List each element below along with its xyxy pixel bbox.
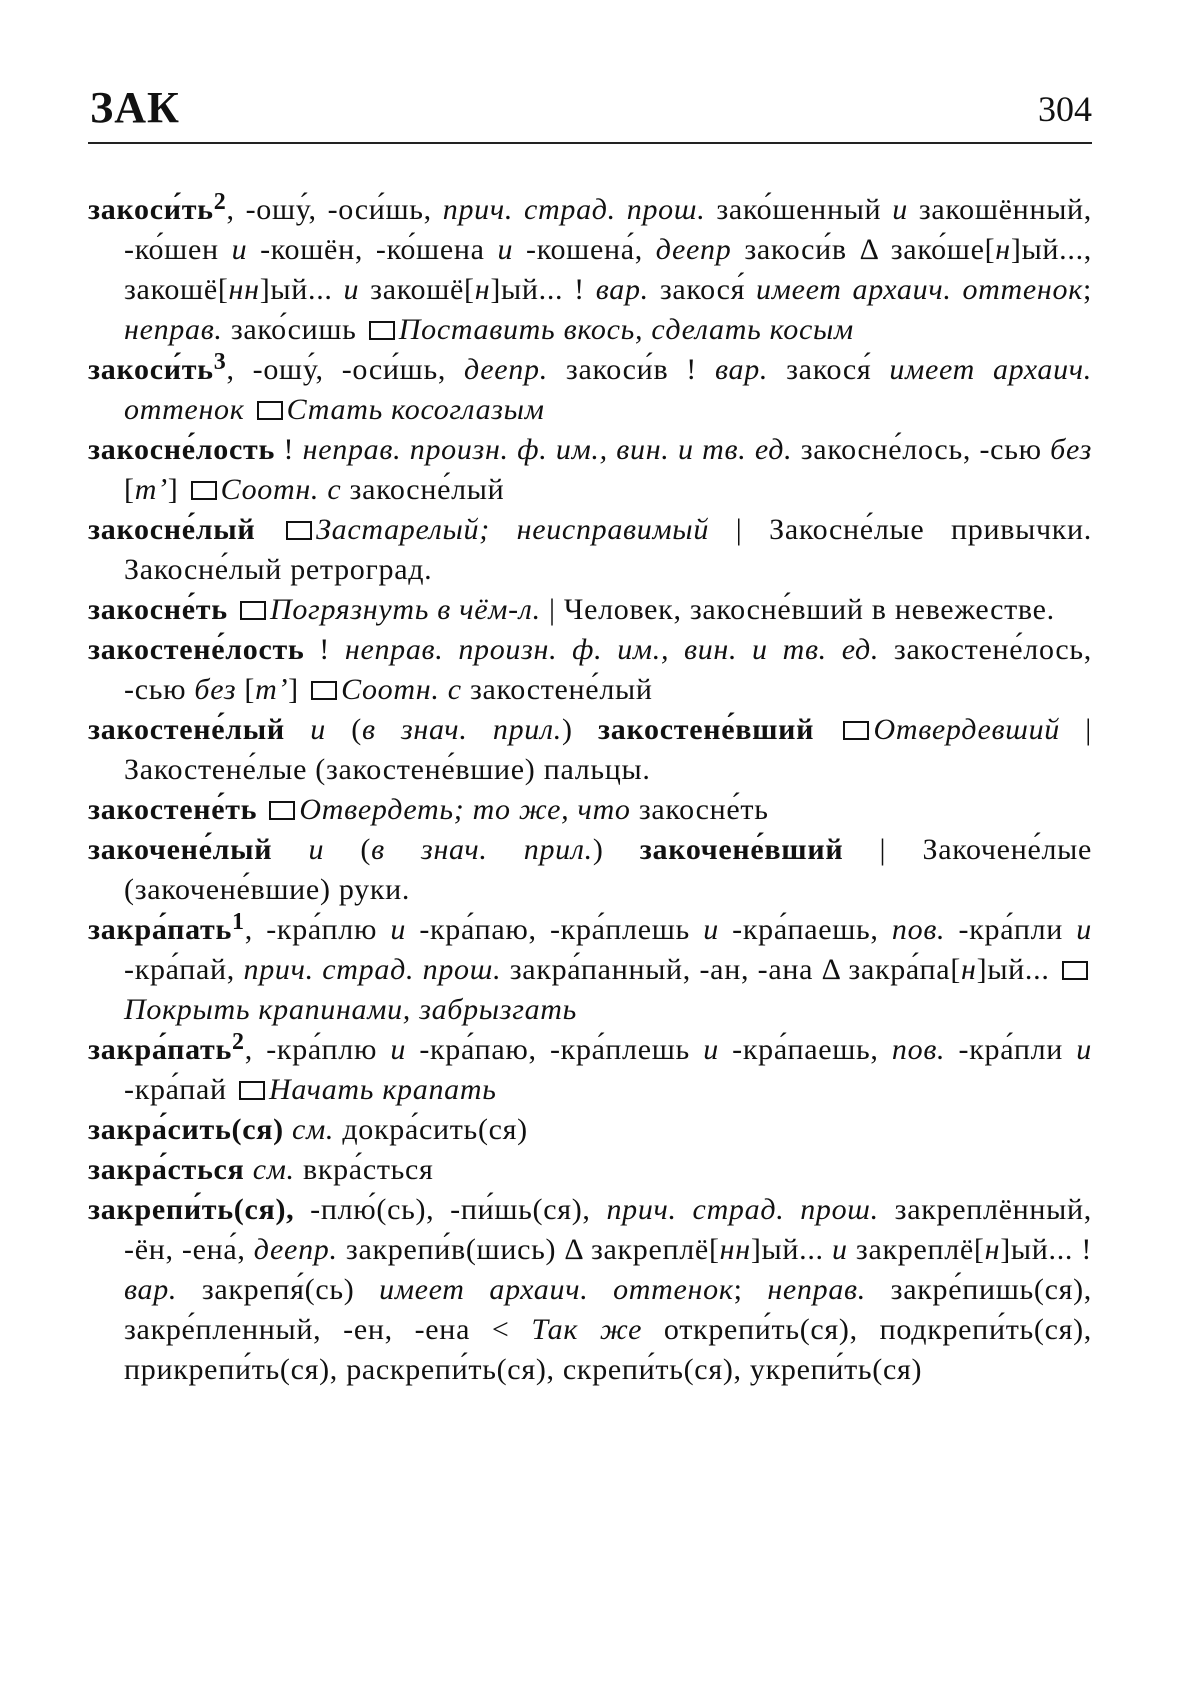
headword: закостене́лость xyxy=(88,633,305,666)
page-number: 304 xyxy=(1038,89,1092,129)
entry-text: -кра́пай, xyxy=(124,953,244,986)
entry-text: ]ый... xyxy=(976,953,1059,986)
italic-label: неправ. произн. ф. им., вин. и тв. ед. xyxy=(302,433,793,466)
italic-label: и xyxy=(343,273,360,306)
entry-text: ) xyxy=(592,833,640,866)
italic-label: в знач. прил. xyxy=(361,713,562,746)
entry-text: -кра́пай xyxy=(124,1073,236,1106)
headword: закра́пать xyxy=(88,1033,233,1066)
italic-label: и xyxy=(390,913,407,946)
entry-text: закося́ xyxy=(648,273,757,306)
italic-label: нн xyxy=(228,273,260,306)
italic-label: н xyxy=(995,233,1011,266)
homonym-index: 2 xyxy=(213,189,227,215)
italic-label: неправ. xyxy=(124,313,223,346)
italic-label: н xyxy=(961,953,977,986)
italic-label: деепр. xyxy=(253,1233,338,1266)
italic-label: н xyxy=(474,273,491,306)
definition-box-icon xyxy=(191,481,217,500)
headword: закра́сить(ся) xyxy=(88,1113,284,1146)
dictionary-entry xyxy=(88,1030,1092,1110)
italic-label: прич. страд. прош. xyxy=(243,953,502,986)
entry-text: вкра́сться xyxy=(294,1153,434,1186)
italic-label: см. xyxy=(244,1153,295,1186)
dictionary-entry xyxy=(88,190,1092,350)
italic-label: Отвердеть; то же, что xyxy=(299,793,631,826)
italic-label: и xyxy=(390,1033,407,1066)
entry-text: , -ошу́, -оси́шь, xyxy=(226,193,443,226)
italic-label: Поставить вкось, сделать косым xyxy=(398,313,854,346)
entry-text: закошённый, -ко́шен xyxy=(124,193,1093,266)
entry-text: закреплё[ xyxy=(847,1233,985,1266)
italic-label: и xyxy=(497,233,514,266)
page-header xyxy=(88,82,1092,144)
entry-text: закрепя́(сь) xyxy=(177,1273,380,1306)
italic-label: прич. страд. прош. xyxy=(442,193,706,226)
entry-text: ]ый... xyxy=(750,1233,832,1266)
entry-text: ) xyxy=(561,713,598,746)
entry-text: | Человек, закосне́вший в невежестве. xyxy=(540,593,1055,626)
entry-text: , -кра́плю xyxy=(244,1033,391,1066)
italic-label: и xyxy=(892,193,908,226)
italic-label: неправ. произн. ф. им., вин. и тв. ед. xyxy=(344,633,880,666)
italic-label: пов. xyxy=(891,913,946,946)
italic-label: и xyxy=(272,833,325,866)
italic-label: деепр. xyxy=(464,353,548,386)
entry-text: , -кра́плю xyxy=(244,913,391,946)
headword: закостене́ть xyxy=(88,793,258,826)
entry-text: -плю́(сь), -пи́шь(ся), xyxy=(294,1193,607,1226)
entry-text: ! xyxy=(304,633,345,666)
entry-text: закре́пишь(ся), закре́пленный, -ен, -ена < xyxy=(124,1273,1092,1346)
headword: закостене́лый xyxy=(88,713,285,746)
headword: закосне́лость xyxy=(88,433,276,466)
italic-label: тʼ xyxy=(255,673,289,706)
entry-text: ] xyxy=(167,473,187,506)
headword: закоси́ть xyxy=(88,193,214,226)
dictionary-entry xyxy=(88,630,1092,710)
italic-label: неправ. xyxy=(767,1273,866,1306)
italic-label: имеет архаич. оттенок xyxy=(756,273,1083,306)
homonym-index: 3 xyxy=(213,349,227,375)
entry-text: зако́шенный xyxy=(705,193,893,226)
italic-label: имеет архаич. оттенок xyxy=(124,353,1092,426)
headword: закра́сться xyxy=(88,1153,245,1186)
entry-text: ]ый... ! xyxy=(490,273,596,306)
dictionary-entry xyxy=(88,590,1092,630)
entry-text xyxy=(814,713,839,746)
entry-text: закосне́лый xyxy=(341,473,505,506)
italic-label: и xyxy=(231,233,248,266)
italic-label: Соотн. с xyxy=(220,473,342,506)
italic-label: и xyxy=(703,1033,719,1066)
definition-box-icon xyxy=(311,681,337,700)
italic-label: без xyxy=(194,673,237,706)
italic-label: деепр xyxy=(655,233,732,266)
italic-label: прич. страд. прош. xyxy=(606,1193,879,1226)
entry-text: -кошён, -ко́шена xyxy=(247,233,498,266)
entry-text: | Закочене́лые (закочене́вшие) руки. xyxy=(124,833,1093,906)
italic-label: вар. xyxy=(715,353,769,386)
italic-label: Застарелый; неисправимый xyxy=(316,513,710,546)
entry-text: | Закостене́лые (закостене́вшие) пальцы. xyxy=(124,713,1093,786)
headword: закостене́вший xyxy=(598,713,815,746)
headword: закочене́вший xyxy=(639,833,844,866)
entry-text: | Закосне́лые привычки. Закосне́лый ретроград. xyxy=(124,513,1092,586)
definition-box-icon xyxy=(257,401,283,420)
entry-text: ] xyxy=(288,673,308,706)
entry-text xyxy=(244,393,252,426)
entry-text: , -ошу́, -оси́шь, xyxy=(226,353,465,386)
entry-text: закошё[ xyxy=(359,273,475,306)
dictionary-entry xyxy=(88,510,1092,590)
entry-text: ; xyxy=(1082,273,1092,306)
dictionary-entry xyxy=(88,910,1092,1030)
italic-label: нн xyxy=(719,1233,751,1266)
entry-text: -кра́пли xyxy=(945,913,1077,946)
italic-label: Так же xyxy=(531,1313,643,1346)
dictionary-entry xyxy=(88,350,1092,430)
entry-text xyxy=(257,793,265,826)
entry-text: закреплённый, -ён, -ена́, xyxy=(124,1193,1092,1266)
dictionary-entries xyxy=(88,190,1092,1390)
entry-text: закосне́лось, -сью xyxy=(792,433,1051,466)
headword: закосне́лый xyxy=(88,513,256,546)
homonym-index: 2 xyxy=(232,1029,245,1055)
entry-text: ! xyxy=(275,433,303,466)
entry-text: ]ый... xyxy=(259,273,344,306)
entry-text: -кра́паю, -кра́плешь xyxy=(406,1033,704,1066)
entry-text: зако́сишь xyxy=(222,313,365,346)
entry-text xyxy=(228,593,236,626)
entry-text: [ xyxy=(236,673,256,706)
italic-label: Отвердевший xyxy=(873,713,1060,746)
entry-text: ; xyxy=(733,1273,768,1306)
italic-label: без xyxy=(1050,433,1092,466)
entry-text: ( xyxy=(325,713,362,746)
italic-label: Погрязнуть в чём-л. xyxy=(269,593,541,626)
italic-label: Стать косоглазым xyxy=(286,393,545,426)
entry-text: -кра́паешь, xyxy=(718,1033,892,1066)
italic-label: пов. xyxy=(891,1033,946,1066)
entry-text: -кошена́, xyxy=(513,233,656,266)
dictionary-entry xyxy=(88,790,1092,830)
italic-label: Покрыть крапинами, забрызгать xyxy=(124,993,578,1026)
headword: закра́пать xyxy=(88,913,233,946)
entry-text: закостене́лось, -сью xyxy=(124,633,1092,706)
dictionary-entry xyxy=(88,710,1092,790)
entry-text: ]ый..., закошё[ xyxy=(124,233,1092,306)
italic-label: Соотн. с xyxy=(341,673,462,706)
entry-text: закосне́ть xyxy=(630,793,769,826)
entry-text: закрепи́в(шись) Δ закреплё[ xyxy=(337,1233,720,1266)
italic-label: вар. xyxy=(124,1273,178,1306)
running-headword: ЗАК xyxy=(90,83,180,132)
entry-text: закостене́лый xyxy=(461,673,653,706)
italic-label: н xyxy=(984,1233,1001,1266)
headword: закочене́лый xyxy=(88,833,273,866)
dictionary-entry xyxy=(88,1110,1092,1150)
italic-label: см. xyxy=(283,1113,335,1146)
italic-label: и xyxy=(831,1233,848,1266)
dictionary-entry xyxy=(88,1150,1092,1190)
italic-label: тʼ xyxy=(134,473,168,506)
entry-text: ( xyxy=(324,833,372,866)
entry-text: закоси́в ! xyxy=(547,353,715,386)
definition-box-icon xyxy=(269,801,295,820)
entry-text xyxy=(255,513,282,546)
italic-label: и xyxy=(1076,1033,1092,1066)
homonym-index: 1 xyxy=(232,909,245,935)
entry-text: ]ый... ! xyxy=(1000,1233,1093,1266)
entry-text: -кра́паешь, xyxy=(718,913,892,946)
italic-label: и xyxy=(1076,913,1092,946)
italic-label: и xyxy=(284,713,326,746)
entry-text: -кра́паю, -кра́плешь xyxy=(406,913,704,946)
definition-box-icon xyxy=(843,721,869,740)
entry-text: открепи́ть(ся), подкрепи́ть(ся), прикрепи́ть(ся), раскрепи́ть(ся), скрепи́ть(ся), укрепи́ть(ся) xyxy=(124,1313,1092,1386)
italic-label: Начать крапать xyxy=(269,1073,497,1106)
entry-text: закося́ xyxy=(768,353,890,386)
italic-label: в знач. прил. xyxy=(371,833,593,866)
definition-box-icon xyxy=(239,1081,265,1100)
dictionary-entry xyxy=(88,430,1092,510)
entry-text: [ xyxy=(124,473,135,506)
italic-label: вар. xyxy=(595,273,649,306)
dictionary-entry xyxy=(88,1190,1092,1390)
headword: закосне́ть xyxy=(88,593,228,626)
definition-box-icon xyxy=(369,321,395,340)
headword: закрепи́ть(ся), xyxy=(88,1193,295,1226)
entry-text: докра́сить(ся) xyxy=(334,1113,528,1146)
headword: закоси́ть xyxy=(88,353,214,386)
italic-label: и xyxy=(703,913,719,946)
definition-box-icon xyxy=(1062,961,1088,980)
italic-label: имеет архаич. оттенок xyxy=(379,1273,734,1306)
definition-box-icon xyxy=(240,601,266,620)
definition-box-icon xyxy=(286,521,312,540)
entry-text: закра́панный, -ан, -ана Δ закра́па[ xyxy=(501,953,962,986)
entry-text: -кра́пли xyxy=(945,1033,1077,1066)
entry-text: закоси́в Δ зако́ше[ xyxy=(731,233,996,266)
dictionary-entry xyxy=(88,830,1092,910)
